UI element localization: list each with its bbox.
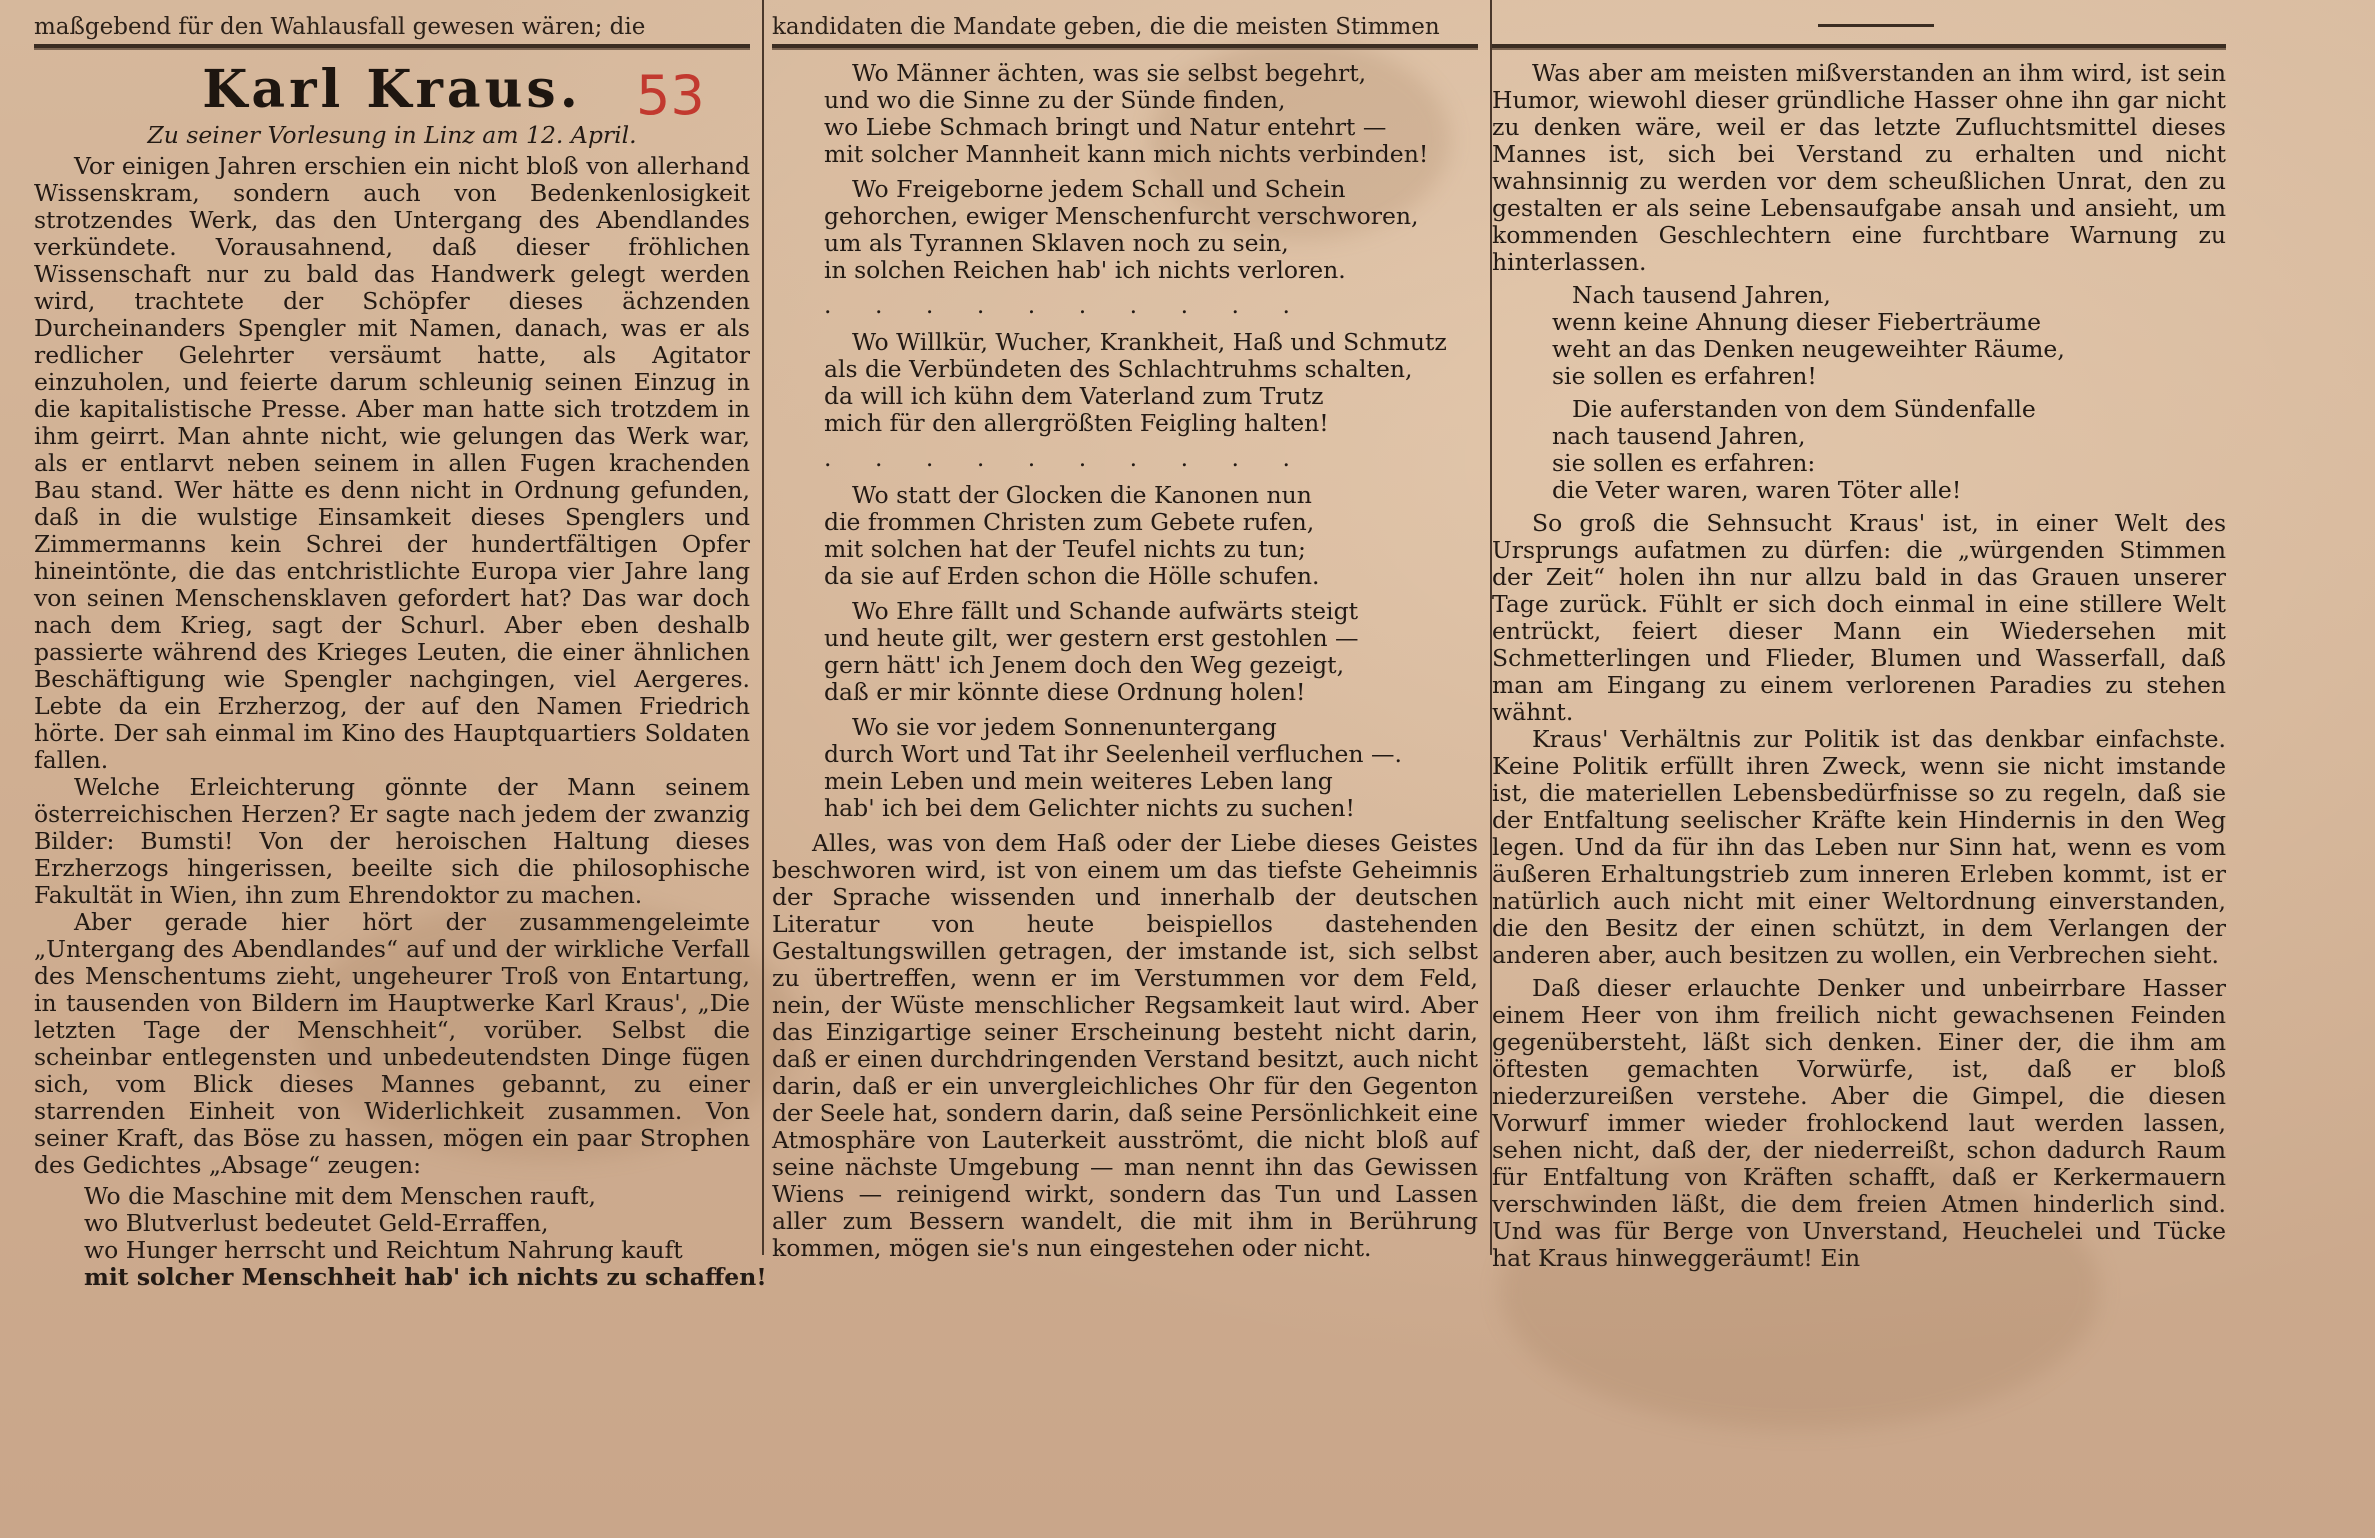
- verse-line: wo Blutverlust bedeutet Geld-Erraffen,: [84, 1209, 549, 1237]
- header-rule: [1492, 44, 2226, 50]
- verse-line: als die Verbündeten des Schlachtruhms schalten,: [824, 355, 1413, 383]
- handwritten-mark: 53: [636, 64, 705, 127]
- poem-stanza: [1552, 396, 2226, 504]
- paragraph: Vor einigen Jahren erschien ein nicht bloß von allerhand Wissenskram, sondern auch von Bedenkenlosigkeit strotzendes Werk, das den Untergang des Abendlandes verkündete. Vorausahnend, daß dieser fröhlichen Wissenschaft nur zu bald das Handwerk gelegt werden wird, trachtete der Schöpfer dieses ächzenden Durcheinanders Spengler mit Namen, danach, was er als redlicher Gelehrter versäumt hatte, als Agitator einzuholen, und feierte darum schleunig seinen Einzug in die kapitalistische Presse. Aber man hatte sich trotzdem in ihm geirrt. Man ahnte nicht, wie gelungen das Werk war, als er entlarvt neben seinem in allen Fugen krachenden Bau stand. Wer hätte es denn nicht in Ordnung gefunden, daß in die wulstige Einsamkeit dieses Spenglers und Zimmermanns kein Schrei der hundertfältigen Opfer hineintönte, die das entchristlichte Europa vier Jahre lang von seinen Menschensklaven gefordert hat? Das war doch nach dem Krieg, sagt der Schurl. Aber eben deshalb passierte während des Krieges Leuten, die einer ähnlichen Beschäftigung wie Spengler nachgingen, viel Aergeres. Lebte da ein Erzherzog, der auf den Namen Friedrich hörte. Der sah einmal im Kino des Hauptquartiers Soldaten fallen.: [34, 152, 750, 774]
- paragraph: Was aber am meisten mißverstanden an ihm wird, ist sein Humor, wiewohl dieser gründliche Hasser ohne ihn gar nicht zu denken wäre, weil er das letzte Zufluchtsmittel dieses Mannes ist, sich bei Verstand zu erhalten und nicht wahnsinnig zu werden vor dem scheußlichen Unrat, den zu gestalten er als seine Lebensaufgabe ansah und ansieht, um kommenden Geschlechtern eine furchtbare Warnung zu hinterlassen.: [1492, 59, 2226, 276]
- cut-line-fragment: [1492, 0, 2226, 40]
- paragraph: Aber gerade hier hört der zusammengeleimte „Untergang des Abendlandes“ auf und der wirkliche Verfall des Menschentums zieht, ungeheurer Troß von Entartung, in tausenden von Bildern im Hauptwerke Karl Kraus', „Die letzten Tage der Menschheit“, vorüber. Selbst die scheinbar entlegensten und unbedeutendsten Dinge fügen sich, vom Blick dieses Mannes gebannt, zu einer starrenden Einheit von Widerlichkeit zusammen. Von seiner Kraft, das Böse zu hassen, mögen ein paar Strophen des Gedichtes „Absage“ zeugen:: [34, 908, 750, 1179]
- verse-line: Wo Willkür, Wucher, Krankheit, Haß und Schmutz: [852, 328, 1447, 356]
- verse-line: mich für den allergrößten Feigling halten!: [824, 409, 1329, 437]
- verse-line: um als Tyrannen Sklaven noch zu sein,: [824, 229, 1289, 257]
- verse-line: da sie auf Erden schon die Hölle schufen.: [824, 562, 1320, 590]
- top-cut-text: maßgebend für den Wahlausfall gewesen wären; die: [34, 14, 646, 40]
- verse-line: Wo Männer ächten, was sie selbst begehrt,: [852, 59, 1367, 87]
- ellipsis-dots: . . . . . . . . . .: [824, 444, 1308, 472]
- verse-line: die frommen Christen zum Gebete rufen,: [824, 508, 1315, 536]
- verse-line: wo Hunger herrscht und Reichtum Nahrung kauft: [84, 1236, 683, 1264]
- column-1: [34, 0, 767, 1299]
- poem-stanza: [824, 60, 1478, 168]
- poem: [772, 60, 1478, 822]
- verse-line: Nach tausend Jahren,: [1572, 281, 1831, 309]
- verse-line: wo Liebe Schmach bringt und Natur entehrt —: [824, 113, 1387, 141]
- cut-line-fragment: [34, 0, 750, 14]
- verse-line: durch Wort und Tat ihr Seelenheil verfluchen —.: [824, 740, 1402, 768]
- paragraph: Alles, was von dem Haß oder der Liebe dieses Geistes beschworen wird, ist von einem um das tiefste Geheimnis der Sprache wissenden und innerhalb der deutschen Literatur von heute beispiellos dastehenden Gestaltungswillen getragen, der imstande ist, sich selbst zu übertreffen, wenn er im Verstummen vor dem Feld, nein, der Wüste menschlicher Regsamkeit laut wird. Aber das Einzigartige seiner Erscheinung besteht nicht darin, daß er einen durchdringenden Verstand besitzt, auch nicht darin, daß er ein unvergleichliches Ohr für den Gegenton der Seele hat, sondern darin, daß seine Persönlichkeit eine Atmosphäre von Lauterkeit ausströmt, die nicht bloß auf seine nächste Umgebung — man nennt ihn das Gewissen Wiens — reinigend wirkt, sondern das Tun und Lassen aller zum Bessern wandelt, die mit ihm in Berührung kommen, mögen sie's nun eingestehen oder nicht.: [772, 829, 1478, 1262]
- verse-line: gern hätt' ich Jenem doch den Weg gezeigt,: [824, 651, 1345, 679]
- poem-stanza: [1552, 282, 2226, 390]
- verse-line: in solchen Reichen hab' ich nichts verloren.: [824, 256, 1346, 284]
- poem-stanza: [824, 329, 1478, 437]
- verse-line: und heute gilt, wer gestern erst gestohlen —: [824, 624, 1359, 652]
- header-rule: [772, 44, 1478, 50]
- verse-line: Wo Ehre fällt und Schande aufwärts steigt: [852, 597, 1359, 625]
- poem-stanza: [824, 176, 1478, 284]
- verse-line: daß er mir könnte diese Ordnung holen!: [824, 678, 1306, 706]
- column-divider: [762, 0, 764, 1255]
- verse-line: mit solchen hat der Teufel nichts zu tun;: [824, 535, 1306, 563]
- verse-line: nach tausend Jahren,: [1552, 422, 1806, 450]
- verse-line: und wo die Sinne zu der Sünde finden,: [824, 86, 1286, 114]
- paragraph: Welche Erleichterung gönnte der Mann seinem österreichischen Herzen? Er sagte nach jedem der zwanzig Bilder: Bumsti! Von der heroischen Haltung dieses Erzherzogs hingerissen, beeilte sich die philosophische Fakultät in Wien, ihn zum Ehrendoktor zu machen.: [34, 773, 750, 909]
- paragraph: Kraus' Verhältnis zur Politik ist das denkbar einfachste. Keine Politik erfüllt ihren Zweck, wenn sie nicht imstande ist, die materiellen Lebensbedürfnisse so zu regeln, daß sie der Entfaltung seelischer Kräfte kein Hindernis in den Weg legen. Und da für ihn das Leben nur Sinn hat, wenn es vom äußeren Erhaltungstrieb zum inneren Erleben kommt, ist er natürlich auch nicht mit einer Weltordnung einverstanden, die den Besitz der einen schützt, in dem Verlangen der anderen aber, auch besitzen zu wollen, ein Verbrechen sieht.: [1492, 725, 2226, 969]
- verse-line: da will ich kühn dem Vaterland zum Trutz: [824, 382, 1324, 410]
- verse-line: Wo statt der Glocken die Kanonen nun: [852, 481, 1312, 509]
- blank-paper-margin: [0, 1290, 2375, 1538]
- column-3: [1492, 0, 2226, 1272]
- verse-line: mit solcher Menschheit hab' ich nichts zu schaffen!: [84, 1263, 767, 1291]
- verse-line: weht an das Denken neugeweihter Räume,: [1552, 335, 2065, 363]
- article-subtitle: Zu seiner Vorlesung in Linz am 12. April.: [147, 121, 637, 149]
- cut-line-fragment: [772, 0, 1478, 14]
- verse-line: sie sollen es erfahren:: [1552, 449, 1816, 477]
- paragraph: Daß dieser erlauchte Denker und unbeirrbare Hasser einem Heer von ihm freilich nicht gewachsenen Feinden gegenübersteht, läßt sich denken. Einer der, die ihm am öftesten gemachten Vorwürfe, ist, daß er bloß niederzureißen verstehe. Aber die Gimpel, die diesen Vorwurf immer wieder frohlockend laut werden lassen, sehen nicht, daß der, der niederreißt, schon dadurch Raum für Entfaltung von Kräften schafft, daß er Kerkermauern verschwinden läßt, die dem freien Atmen hinderlich sind. Und was für Berge von Unverstand, Heuchelei und Tücke hat Kraus hinweggeräumt! Ein: [1492, 974, 2226, 1272]
- poem-stanza: [824, 714, 1478, 822]
- poem-stanza: [824, 482, 1478, 590]
- verse-line: Die auferstanden von dem Sündenfalle: [1572, 395, 2036, 423]
- column-2: [772, 0, 1478, 1262]
- verse-line: mit solcher Mannheit kann mich nichts verbinden!: [824, 140, 1429, 168]
- verse-line: hab' ich bei dem Gelichter nichts zu suchen!: [824, 794, 1355, 822]
- verse-line: wenn keine Ahnung dieser Fieberträume: [1552, 308, 2042, 336]
- ellipsis-dots: . . . . . . . . . .: [824, 291, 1308, 319]
- header-rule: [34, 44, 750, 50]
- verse-line: gehorchen, ewiger Menschenfurcht verschworen,: [824, 202, 1419, 230]
- article-title: Karl Kraus.: [202, 59, 582, 120]
- poem-stanza: [824, 598, 1478, 706]
- verse-line: sie sollen es erfahren!: [1552, 362, 1817, 390]
- verse-line: die Veter waren, waren Töter alle!: [1552, 476, 1962, 504]
- verse-line: mein Leben und mein weiteres Leben lang: [824, 767, 1333, 795]
- verse-line: Wo sie vor jedem Sonnenuntergang: [852, 713, 1277, 741]
- paragraph: So groß die Sehnsucht Kraus' ist, in einer Welt des Ursprungs aufatmen zu dürfen: die „würgenden Stimmen der Zeit“ holen ihn nur allzu bald in das Grauen unserer Tage zurück. Fühlt er sich doch einmal in eine stillere Welt entrückt, feiert dieser Mann ein Wiedersehen mit Schmetterlingen und Flieder, Blumen und Wasserfall, daß man am Eingang zu einem verlorenen Paradies zu stehen wähnt.: [1492, 509, 2226, 726]
- top-cut-text: kandidaten die Mandate geben, die die meisten Stimmen: [772, 14, 1440, 40]
- poem-stanza: [84, 1182, 767, 1291]
- verse-line: Wo Freigeborne jedem Schall und Schein: [852, 175, 1346, 203]
- verse-line: Wo die Maschine mit dem Menschen rauft,: [84, 1182, 596, 1210]
